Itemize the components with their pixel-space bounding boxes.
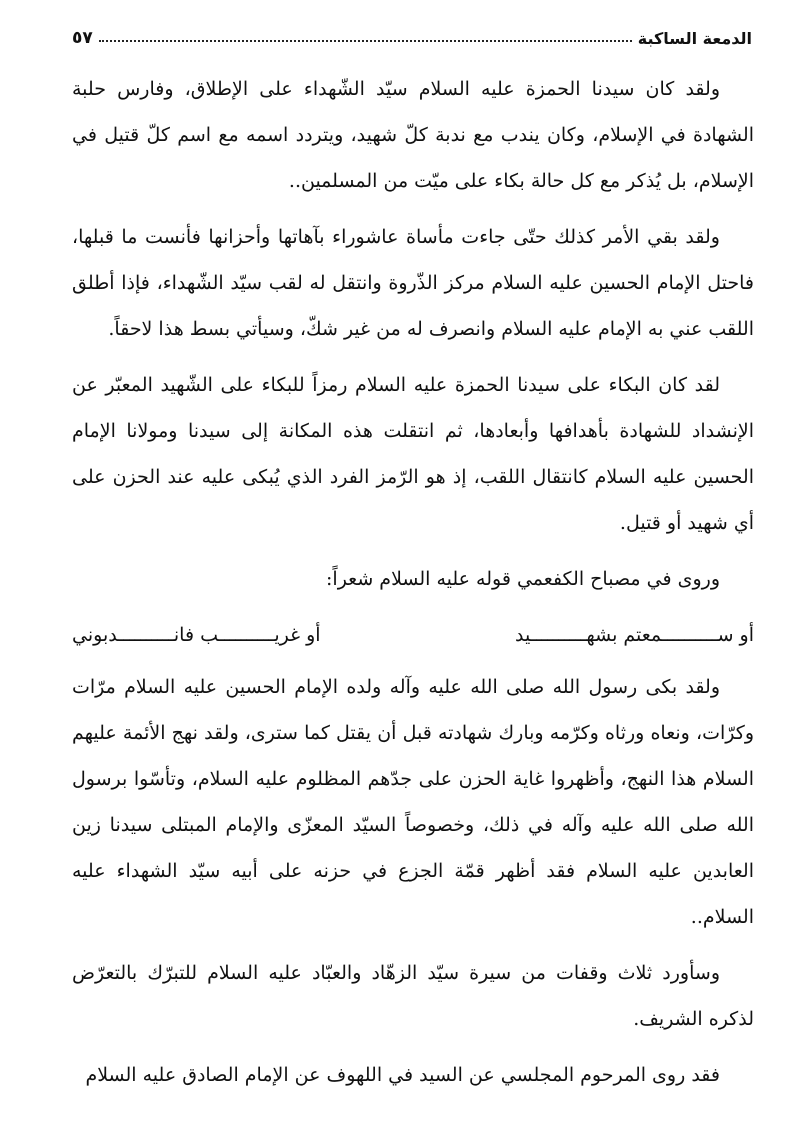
- body-text: [72, 66, 754, 1108]
- dotted-leader: [99, 40, 632, 42]
- paragraph: ولقد بكى رسول الله صلى الله عليه وآله ولده الإمام الحسين عليه السلام مرّات وكرّات، ونعاه ورثاه وكرّمه وبارك شهادته قبل أن يقتل كما سترى، ولقد نهج الأئمة عليهم السلام هذا النهج، وأظهروا غاية الحزن على جدّهم المظلوم عليه السلام، وتأسّوا برسول الله صلى الله عليه وآله في ذلك، وخصوصاً السيّد المعزّى والإمام المبتلى سيدنا زين العابدين عليه السلام فقد أظهر قمّة الجزع في حزنه على أبيه سيّد الشهداء عليه السلام..: [72, 676, 754, 928]
- poem-verse: [72, 612, 754, 658]
- poem-hemistich-first: أو ســــــــــمعتم بشهــــــــــيد: [514, 624, 754, 646]
- poem-hemistich-second: أو غريــــــــــب فانــــــــــدبوني: [72, 624, 321, 646]
- paragraph: لقد كان البكاء على سيدنا الحمزة عليه السلام رمزاً للبكاء على الشّهيد المعبّر عن الإنشداد للشهادة بأهدافها وأبعادها، ثم انتقلت هذه المكانة إلى سيدنا ومولانا الإمام الحسين عليه السلام كانتقال اللقب، إذ هو الرّمز الفرد الذي يُبكى عليه عند الحزن على أي شهيد أو قتيل.: [72, 374, 754, 534]
- paragraph: ولقد كان سيدنا الحمزة عليه السلام سيّد الشّهداء على الإطلاق، وفارس حلبة الشهادة في الإسلام، وكان يندب مع ندبة كلّ شهيد، ويتردد اسمه مع اسم كلّ قتيل في الإسلام، بل يُذكر مع كل حالة بكاء على ميّت من المسلمين..: [72, 78, 754, 192]
- book-title: الدمعة الساكبة: [637, 29, 752, 48]
- page-number: ٥٧: [72, 28, 93, 48]
- paragraph: وسأورد ثلاث وقفات من سيرة سيّد الزهّاد والعبّاد عليه السلام للتبرّك بالتعرّض لذكره الشريف.: [72, 962, 754, 1030]
- paragraph: فقد روى المرحوم المجلسي عن السيد في اللهوف عن الإمام الصادق عليه السلام: [85, 1064, 720, 1086]
- paragraph: وروى في مصباح الكفعمي قوله عليه السلام شعراً:: [326, 568, 720, 590]
- running-header: [72, 22, 752, 48]
- paragraph: ولقد بقي الأمر كذلك حتّى جاءت مأساة عاشوراء بآهاتها وأحزانها فأنست ما قبلها، فاحتل الإمام الحسين عليه السلام مركز الذّروة وانتقل له لقب سيّد الشّهداء، فإذا أطلق اللقب عني به الإمام عليه السلام وانصرف له من غير شكّ، وسيأتي بسط هذا لاحقاً.: [72, 226, 754, 340]
